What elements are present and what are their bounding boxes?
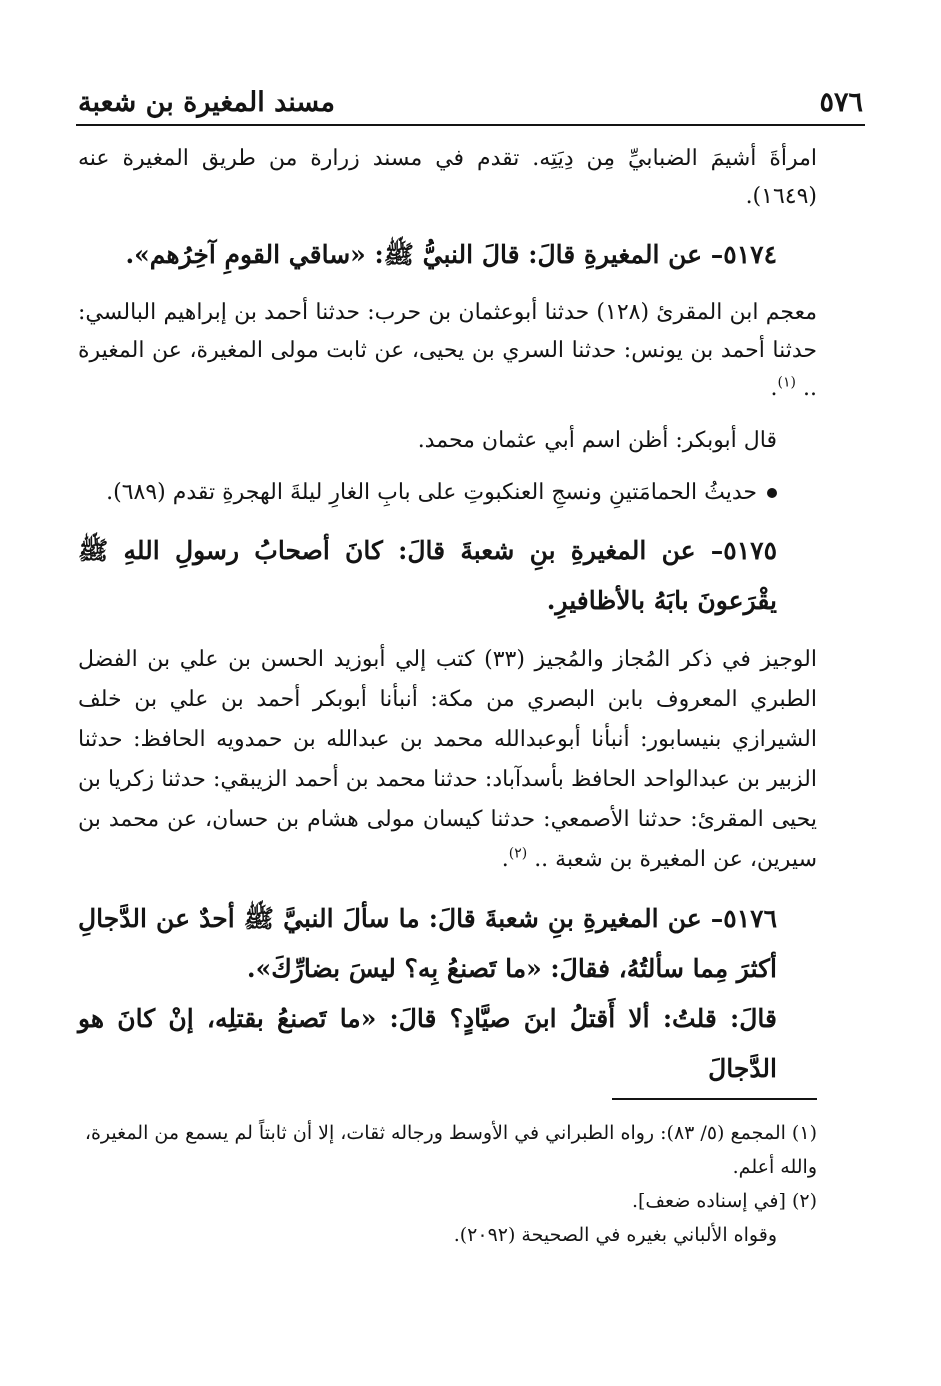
continuation-paragraph: امرأةَ أشيمَ الضبابيِّ مِن دِيَتِه. تقدم في مسند زرارة من طريق المغيرة عنه (١٦٤٩). bbox=[78, 146, 817, 209]
bullet-text: حديثُ الحمامَتينِ ونسجِ العنكبوتِ على بابِ الغارِ ليلةَ الهجرةِ تقدم (٦٨٩). bbox=[106, 480, 757, 505]
header-rule bbox=[76, 124, 865, 126]
hadith-5174: ٥١٧٤– عن المغيرةِ قالَ: قالَ النبيُّ ﷺ: «ساقي القومِ آخِرُهم». bbox=[125, 240, 777, 269]
running-title: مسند المغيرة بن شعبة bbox=[78, 87, 335, 118]
bullet-icon bbox=[767, 488, 777, 498]
footnote-2: (٢) [في إسناده ضعف]. bbox=[631, 1190, 817, 1212]
source-paragraph-5175: الوجيز في ذكر المُجاز والمُجيز (٣٣) كتب إلي أبوزيد الحسن بن علي بن الفضل الطبري المعروف بابن البصري من مكة: أنبأنا أبوبكر أحمد بن علي بن خلف الشيرازي بنيسابور: أنبأنا أبوعبدالله محمد بن عبدالله بن حمدويه الحافظ: حدثنا الزبير بن عبدالواحد الحافظ بأسدآباد: حدثنا محمد بن أحمد الزيبقي: حدثنا زكريا بن يحيى المقرئ: حدثنا الأصمعي: حدثنا كيسان مولى هشام بن حسان، عن محمد بن سيرين، عن المغيرة بن شعبة .. $^{(٢)}$. bbox=[78, 647, 817, 872]
source-text: الوجيز في ذكر المُجاز والمُجيز (٣٣) كتب إلي أبوزيد الحسن بن علي بن الفضل الطبري المعروف بابن البصري من مكة: أنبأنا أبوبكر أحمد بن علي بن خلف الشيرازي بنيسابور: أنبأنا أبوعبدالله محمد بن عبدالله بن حمدويه الحافظ: حدثنا الزبير بن عبدالواحد الحافظ بأسدآباد: حدثنا محمد بن أحمد الزيبقي: حدثنا زكريا بن يحيى المقرئ: حدثنا الأصمعي: حدثنا كيسان مولى هشام بن حسان، عن محمد بن سيرين، عن المغيرة بن شعبة .. bbox=[78, 647, 817, 872]
bullet-paragraph bbox=[78, 474, 817, 512]
footnote-rule bbox=[612, 1098, 817, 1100]
footnote-ref-2: (٢) bbox=[508, 845, 528, 862]
footnotes bbox=[78, 1116, 817, 1252]
footnote-ref-1: (١) bbox=[777, 374, 796, 391]
page-number: ٥٧٦ bbox=[819, 87, 863, 118]
note-paragraph: قال أبوبكر: أظن اسم أبي عثمان محمد. bbox=[417, 428, 777, 453]
footnote-2-continued: وقواه الألباني بغيره في الصحيحة (٢٠٩٢). bbox=[453, 1224, 777, 1246]
source-text: معجم ابن المقرئ (١٢٨) حدثنا أبوعثمان بن حرب: حدثنا أحمد بن إبراهيم البالسي: حدثنا أحمد بن يونس: حدثنا السري بن يحيى، عن ثابت مولى المغيرة، عن المغيرة .. bbox=[78, 300, 818, 401]
hadith-5176-continued: قالَ: قلتُ: ألا أَقتلُ ابنَ صيَّادٍ؟ قالَ: «ما تَصنعُ بقتلِه، إنْ كانَ هو الدَّجالَ bbox=[78, 1004, 777, 1083]
source-paragraph-5174: معجم ابن المقرئ (١٢٨) حدثنا أبوعثمان بن حرب: حدثنا أحمد بن إبراهيم البالسي: حدثنا أحمد بن يونس: حدثنا السري بن يحيى، عن ثابت مولى المغيرة، عن المغيرة .. $^{(١)}$. bbox=[78, 300, 818, 401]
footnote-1: (١) المجمع (٥/ ٨٣): رواه الطبراني في الأوسط ورجاله ثقات، إلا أن ثابتاً لم يسمع من المغيرة، والله أعلم. bbox=[84, 1122, 817, 1178]
hadith-5176: ٥١٧٦– عن المغيرةِ بنِ شعبةَ قالَ: ما سألَ النبيَّ ﷺ أحدٌ عن الدَّجالِ أكثرَ مِما سألتُهُ، فقالَ: «ما تَصنعُ بِه؟ ليسَ بضارِّكَ». bbox=[78, 904, 777, 983]
main-text bbox=[78, 140, 817, 1094]
hadith-5175: ٥١٧٥– عن المغيرةِ بنِ شعبةَ قالَ: كانَ أصحابُ رسولِ اللهِ ﷺ يقْرَعونَ بابَهُ بالأظافيرِ. bbox=[78, 536, 777, 615]
page-header bbox=[78, 82, 863, 118]
